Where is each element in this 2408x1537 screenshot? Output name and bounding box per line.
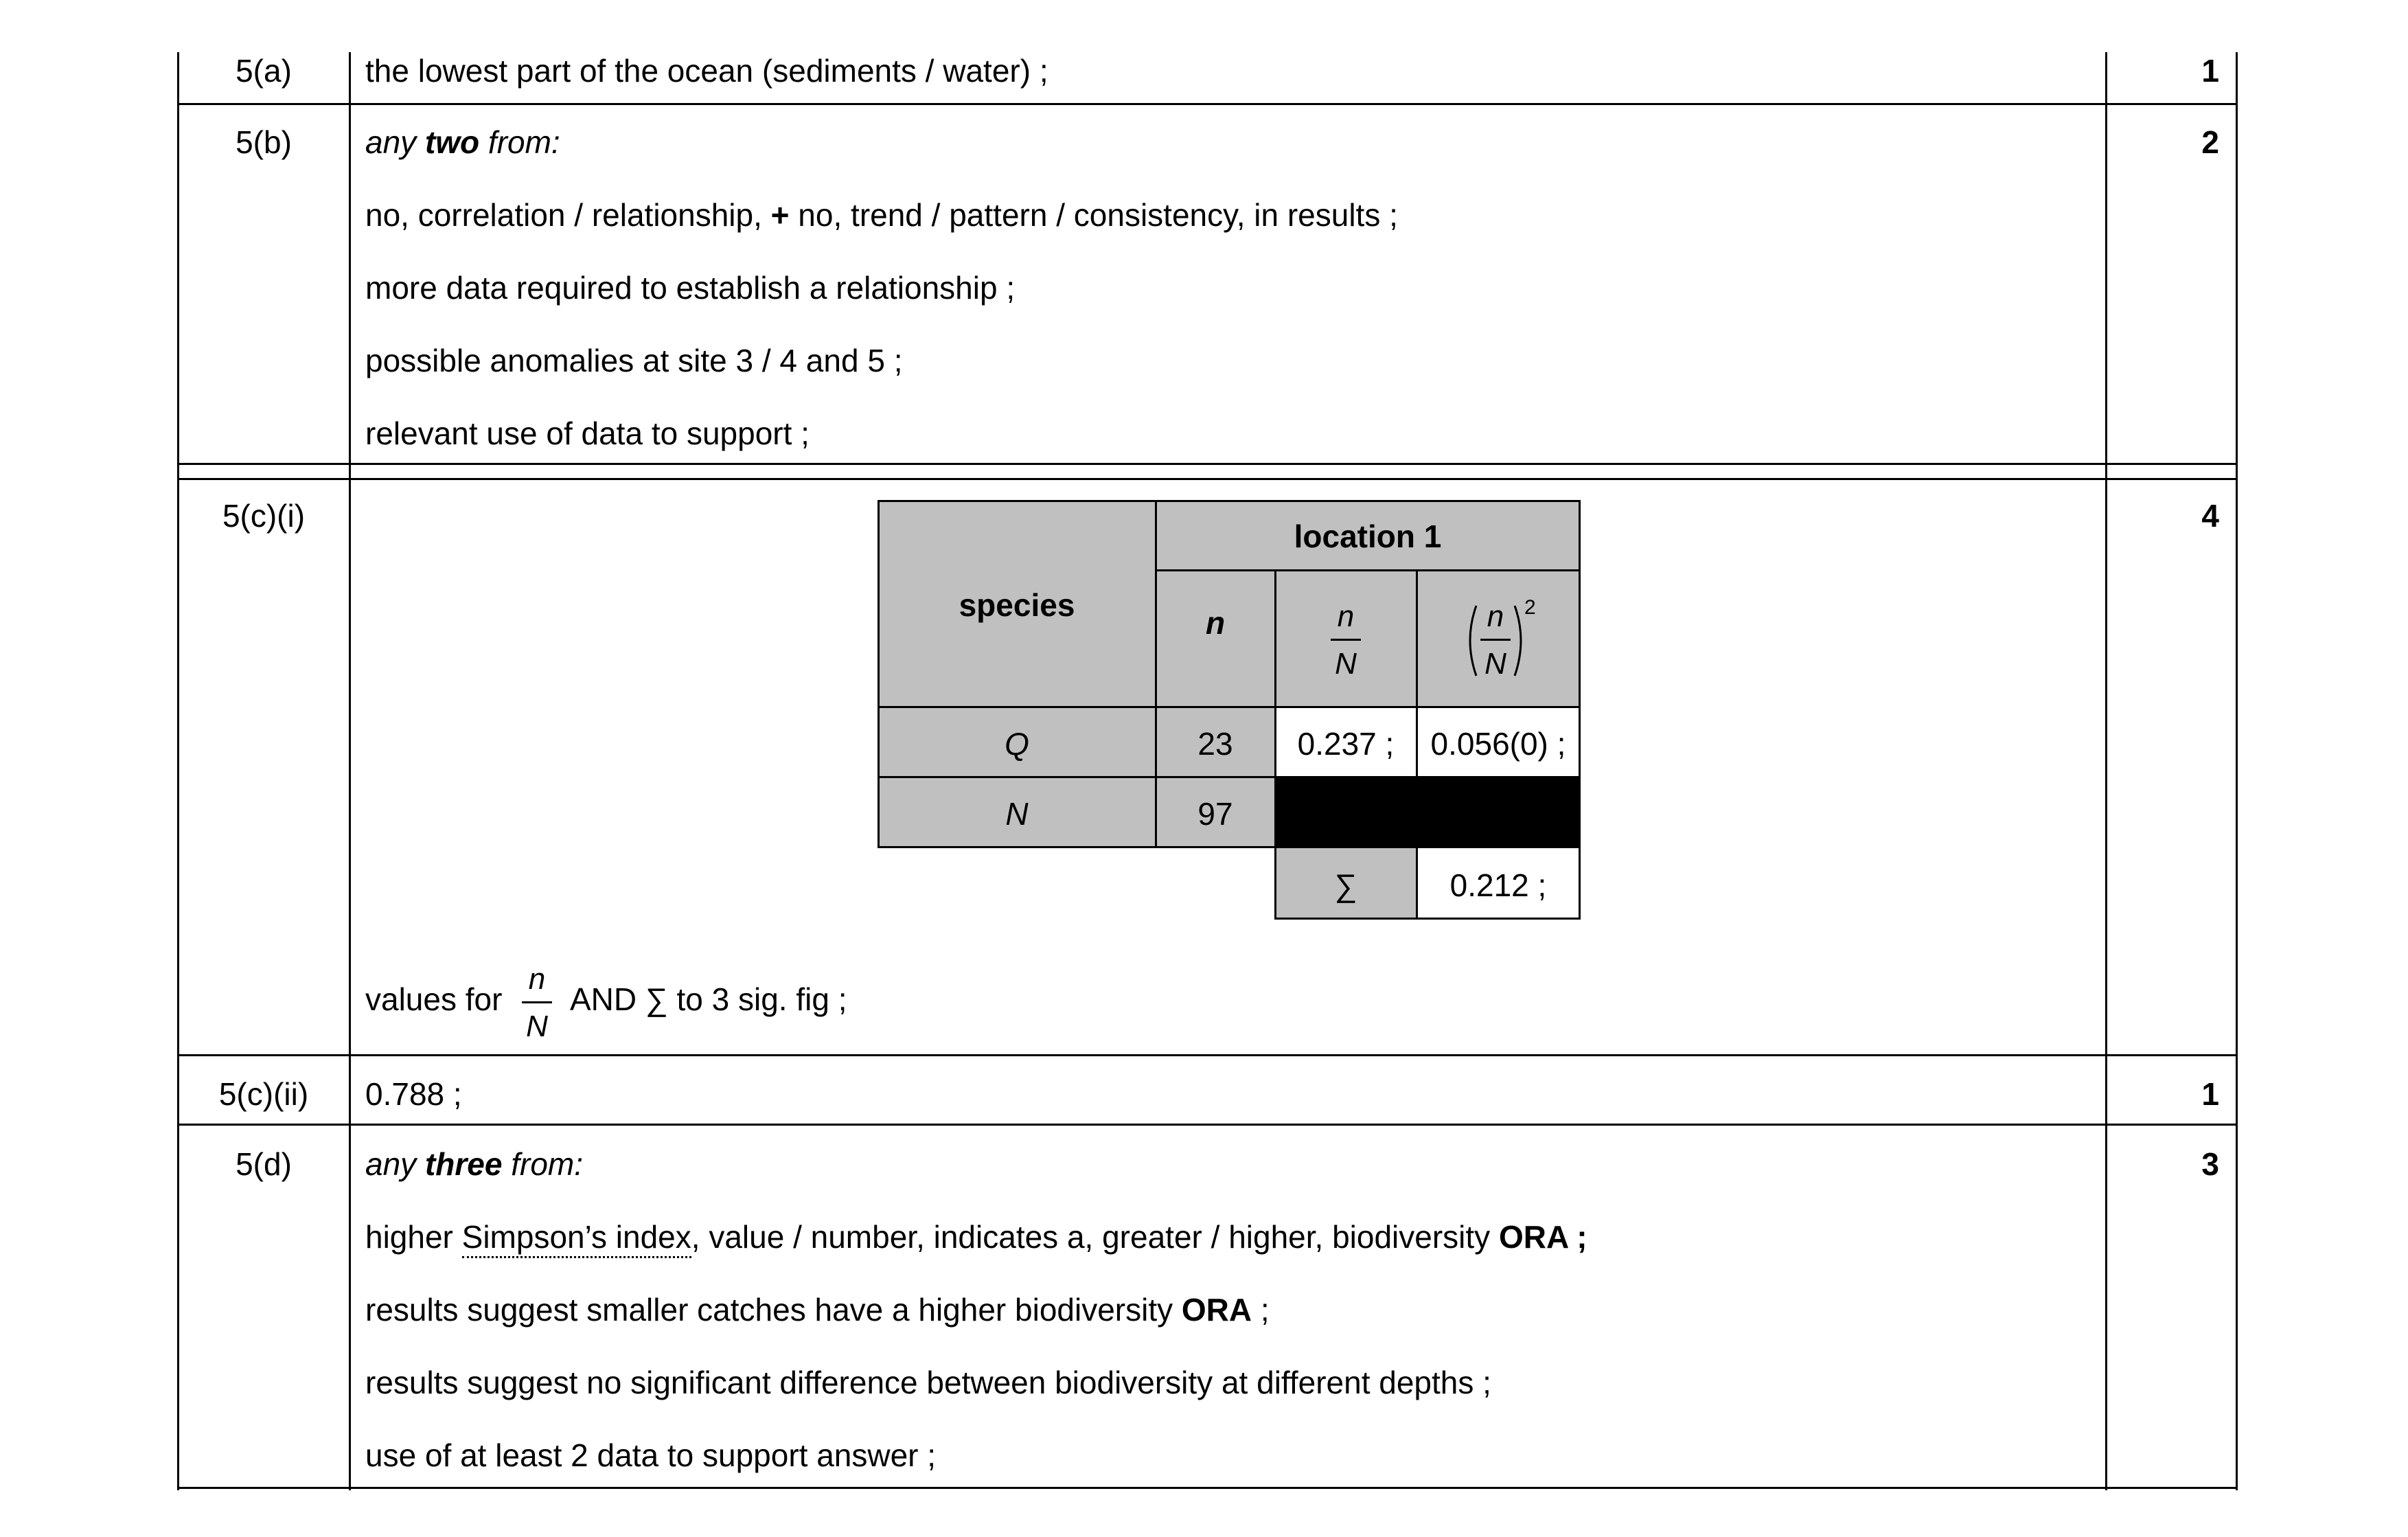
table-right-border: [2236, 52, 2238, 1490]
intro-suffix: from:: [502, 1146, 583, 1182]
answer-line: use of at least 2 data to support answer ;: [365, 1437, 937, 1473]
species-N-label: N: [1005, 796, 1029, 832]
question-number: 5(d): [236, 1146, 292, 1182]
answer-line: 0.788 ;: [365, 1076, 462, 1112]
answer-line: relevant use of data to support ;: [365, 415, 810, 451]
plus-sign: +: [770, 197, 790, 233]
answer-line: [365, 1221, 1587, 1253]
fraction-numerator: n: [528, 962, 546, 996]
intro-suffix: from:: [479, 124, 560, 160]
answer-text: higher: [365, 1219, 462, 1255]
marks-value: 1: [2201, 53, 2219, 89]
answer-text: no, trend / pattern / consistency, in results ;: [789, 197, 1398, 233]
fraction-numerator: n: [1337, 600, 1355, 633]
sum-label: ∑: [1334, 867, 1357, 903]
n-over-N-fraction: [1325, 602, 1366, 679]
row-divider-5cii-5d: [177, 1124, 2238, 1126]
fraction-bar: [1331, 639, 1361, 641]
fraction-denominator: N: [1335, 647, 1357, 681]
species-q-label: Q: [1005, 726, 1029, 762]
row-divider-5b-double-top: [177, 463, 2238, 465]
answer-line: possible anomalies at site 3 / 4 and 5 ;: [365, 343, 903, 378]
underlined-term: Simpson’s index: [462, 1219, 691, 1258]
fraction-bar: [1480, 639, 1511, 641]
fraction-numerator: n: [1487, 600, 1504, 633]
answer-intro: [365, 126, 560, 158]
answer-note-suffix: AND ∑ to 3 sig. fig ;: [570, 981, 847, 1017]
row-divider-5ci-5cii: [177, 1054, 2238, 1056]
sum-value: 0.212 ;: [1449, 867, 1547, 903]
answer-note-prefix: values for: [365, 981, 503, 1017]
answer-line: more data required to establish a relationship ;: [365, 270, 1016, 306]
intro-count: three: [424, 1146, 503, 1182]
question-number: 5(c)(i): [222, 498, 306, 534]
row-divider-5b-double-bottom: [177, 478, 2238, 480]
q-n-over-N-squared-value: 0.056(0) ;: [1430, 726, 1566, 762]
answer-text: results suggest smaller catches have a higher biodiversity: [365, 1292, 1182, 1328]
square-exponent: 2: [1524, 596, 1536, 619]
answer-line: [365, 199, 1398, 231]
n-over-N-fraction: [516, 964, 558, 1042]
ora-marker: ORA: [1181, 1292, 1252, 1328]
question-number: 5(b): [236, 124, 292, 160]
q-n-value: 23: [1197, 726, 1233, 762]
n-over-N-fraction: [1475, 602, 1516, 679]
marks-value: 4: [2201, 498, 2219, 534]
answer-intro: [365, 1148, 583, 1180]
intro-prefix: any: [365, 124, 425, 160]
question-number: 5(a): [236, 53, 292, 89]
question-column-divider: [349, 52, 351, 1490]
answer-text: , value / number, indicates a, greater / higher, biodiversity: [691, 1219, 1499, 1255]
row-divider-5a-5b: [177, 103, 2238, 105]
table-bottom-border: [177, 1487, 2238, 1489]
q-n-over-N-value: 0.237 ;: [1297, 726, 1395, 762]
answer-line: [365, 1292, 1270, 1328]
intro-count: two: [424, 124, 480, 160]
fraction-bar: [522, 1001, 552, 1003]
answer-text: ;: [1252, 1292, 1270, 1328]
marks-value: 2: [2201, 124, 2219, 160]
answer-text: no, correlation / relationship,: [365, 197, 771, 233]
answer-line: results suggest no significant difference between biodiversity at different depths ;: [365, 1365, 1491, 1400]
marks-value: 3: [2201, 1146, 2219, 1182]
ora-marker: ORA ;: [1498, 1219, 1587, 1255]
marks-column-divider: [2105, 52, 2107, 1490]
table-left-border: [177, 52, 179, 1490]
intro-prefix: any: [365, 1146, 425, 1182]
location-header: location 1: [1294, 519, 1442, 554]
answer-line: the lowest part of the ocean (sediments / water) ;: [365, 53, 1048, 89]
n-header: n: [1205, 605, 1226, 641]
n-over-N-squared: [1461, 596, 1536, 684]
species-header: species: [959, 587, 1075, 623]
question-number: 5(c)(ii): [218, 1076, 309, 1112]
blocked-cell: [1274, 776, 1581, 848]
fraction-denominator: N: [1484, 647, 1506, 681]
fraction-denominator: N: [526, 1010, 548, 1043]
N-n-value: 97: [1197, 796, 1233, 832]
marks-value: 1: [2201, 1076, 2219, 1112]
